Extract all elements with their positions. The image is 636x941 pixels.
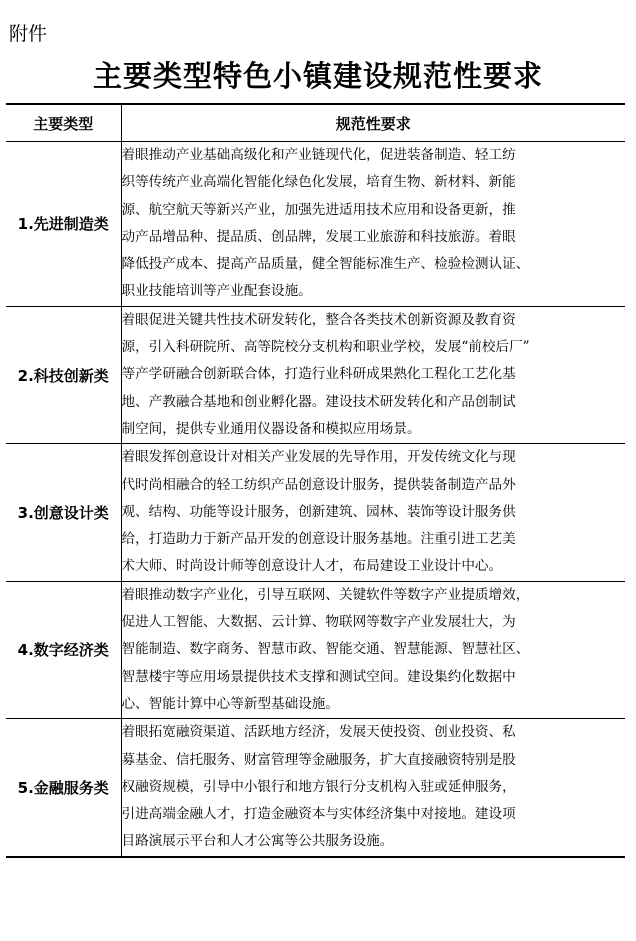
- requirement-line: 降低投产成本、提高产品质量，健全智能标准生产、检验检测认证、: [121, 256, 530, 273]
- requirement-line: 着眼拓宽融资渠道、活跃地方经济，发展天使投资、创业投资、私: [121, 724, 516, 741]
- document-title: 主要类型特色小镇建设规范性要求: [92, 59, 543, 93]
- row-requirements: [121, 719, 625, 857]
- requirement-line: 等产学研融合创新联合体，打造行业科研成果熟化工程化工艺化基: [121, 366, 516, 383]
- requirement-line: 动产品增品种、提品质、创品牌，发展工业旅游和科技旅游。着眼: [121, 228, 516, 245]
- requirement-line: 源、航空航天等新兴产业，加强先进适用技术应用和设备更新，推: [121, 201, 516, 218]
- requirement-line: 术大师、时尚设计师等创意设计人才，布局建设工业设计中心。: [121, 558, 503, 575]
- requirement-line: 权融资规模，引导中小银行和地方银行分支机构入驻或延伸服务，: [121, 778, 516, 795]
- row-type: 4.数字经济类: [6, 581, 121, 718]
- requirement-line: 源，引入科研院所、高等院校分支机构和职业学校，发展“前校后厂”: [121, 339, 530, 356]
- row-type: 5.金融服务类: [6, 719, 121, 857]
- requirement-line: 观、结构、功能等设计服务，创新建筑、园林、装饰等设计服务供: [121, 503, 516, 520]
- requirement-line: 着眼促进关键共性技术研发转化，整合各类技术创新资源及教育资: [121, 311, 516, 328]
- table-row: [6, 142, 625, 307]
- row-type: 1.先进制造类: [6, 142, 121, 307]
- row-type: 3.创意设计类: [6, 444, 121, 581]
- requirement-line: 制空间，提供专业通用仪器设备和模拟应用场景。: [121, 420, 421, 437]
- table-row: [6, 581, 625, 718]
- requirement-line: 智能制造、数字商务、智慧市政、智能交通、智慧能源、智慧社区、: [121, 641, 530, 658]
- table-row: [6, 719, 625, 857]
- requirement-line: 心、智能计算中心等新型基础设施。: [121, 695, 339, 712]
- requirement-line: 着眼推动数字产业化，引导互联网、关键软件等数字产业提质增效，: [121, 586, 530, 603]
- requirement-line: 代时尚相融合的轻工纺织产品创意设计服务，提供装备制造产品外: [121, 476, 516, 493]
- requirements-table: [6, 103, 625, 858]
- row-requirements: [121, 581, 625, 718]
- requirement-line: 着眼发挥创意设计对相关产业发展的先导作用，开发传统文化与现: [121, 449, 516, 466]
- requirement-line: 着眼推动产业基础高级化和产业链现代化，促进装备制造、轻工纺: [121, 147, 516, 163]
- requirement-line: 引进高端金融人才，打造金融资本与实体经济集中对接地。建设项: [121, 806, 516, 823]
- row-type: 2.科技创新类: [6, 306, 121, 443]
- requirement-line: 给，打造助力于新产品开发的创意设计服务基地。注重引进工艺美: [121, 531, 516, 548]
- requirement-line: 织等传统产业高端化智能化绿色化发展，培育生物、新材料、新能: [121, 174, 516, 191]
- row-requirements: [121, 444, 625, 581]
- requirement-line: 智慧楼宇等应用场景提供技术支撑和测试空间。建设集约化数据中: [121, 668, 516, 685]
- requirement-line: 促进人工智能、大数据、云计算、物联网等数字产业发展壮大，为: [121, 614, 516, 631]
- row-requirements: [121, 142, 625, 307]
- requirement-line: 目路演展示平台和人才公寓等公共服务设施。: [121, 833, 394, 850]
- header-type: 主要类型: [6, 104, 121, 142]
- requirement-line: 职业技能培训等产业配套设施。: [121, 283, 312, 300]
- table-header-row: [6, 104, 625, 142]
- attachment-label: 附件: [9, 23, 48, 45]
- requirement-line: 募基金、信托服务、财富管理等金融服务，扩大直接融资特别是股: [121, 751, 516, 768]
- header-requirements: 规范性要求: [121, 104, 625, 142]
- table-row: [6, 306, 625, 443]
- row-requirements: [121, 306, 625, 443]
- requirement-line: 地、产教融合基地和创业孵化器。建设技术研发转化和产品创制试: [121, 393, 516, 410]
- table-row: [6, 444, 625, 581]
